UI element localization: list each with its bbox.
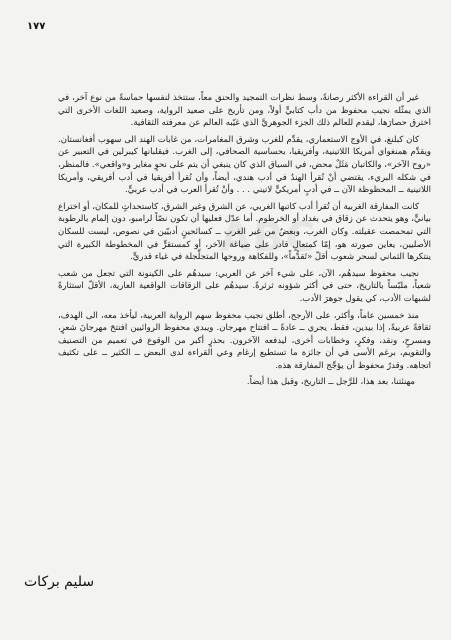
paragraph-4: نجيب محفوظ سيدهُم، الآن، على شيء آخر عن العربي: سيدهُم على الكينونة التي تجعل من شعب شعباً، ملبّساً بالتاريخ، حتى في أكثر شؤونه ثرثرةً. سيدهُم على الزقاقات الواقعية العارية، الأقلّ استثارةً لشبهات الأدب، كي يقول جوهرَ الأدب. <box>58 268 431 304</box>
watermark: ABC <box>220 215 317 261</box>
paragraph-5: منذ خمسين عاماً، وأكثر، على الأرجح، أطلق نجيب محفوظ سهم الرواية العربية، ليأخذ معه، الى الهدف، ثقافةً عربيةً، إذا بيدين، فقط، يجري ــ عادةً ــ افتتاح مهرجان. ويبدي محفوظ الروائيين افتتحَ مهرجانَ شعرٍ، ومسرحٍ، ونقد، وفكرٍ، وخطابات أخرى، ليدفعه الآخرون. بحذرٍ أكبر من الوقوع في تعميم من التصنيف والتقويم، برغم الأسى في أن جائزة ما تستطيع إرغام وعي القراءة لدى البعض ــ الكثير ــ على تكثيف اتجاهه. وقدرٌ محفوظ أن يؤجِّج المفارقة هذه. <box>58 310 431 371</box>
page-number: ١٧٧ <box>27 21 46 32</box>
paragraph-1: غير أن القراءة الأكثر رصانةً، وسط نظرات التمجيد والحنق معاً، ستتخذ لنفسها حماسةً من نوع آخر، في الذي يمثّله نجيب محفوظ من دأب كتابيٍّ أولاً، ومن تأريخ على صعيد الرواية، وصعيد اللغات الأخرى التي اخترق حصارَها، ليقدم للعالم ذلك الجزء الجوهريَّ الذي غيّبه العالم عن معرفته الثقافية. <box>58 93 431 129</box>
author-signature: سليم بركات <box>24 574 95 590</box>
paragraph-6: مهنئتنا، بعد هذا، للرَّجل ــ التاريخ، وقبل هذا أيضاً. <box>246 377 415 388</box>
paragraph-3: كانت المفارقة الغربية أن تُقرأ أدب كاتبها الغربي، عن الشرق وغير الشرق، كاستحداثٍ للمكان، أو اختراع بيانيٍّ، وهو يتحدث عن زقاق في بغداد أو الخرطوم. أما عدّل فعليها أن تكون نصّاً لرامبو، دون إلمام بالرطوبة التي تمحمصت عقيلته. وكان الغرب، وبعضٌ من غير الغرب ــ كسائحينٍ أدبيّين في نصوص، ليست للسكان الأصليين، يعاين صورته هو، إمّا كمتعالٍ قادر على صياغة الآخر، أو كمستقرٍّ في المخطوطة الكبيرة التي ينتكرها الثماني لسحر شعوب أقلّ «تَقدُّماً»، وللفكاهة وروحها المتجلِّجلة في غياء قدريٍّ. <box>58 201 431 263</box>
paragraph-2: كان كبلنغ، في الأوج الاستعماري، يقدِّم للغرب وشرق المغامرات، من غابات الهند الى سهوب أفغانستان. ويقدِّم همنغواي أمريكا اللاتينية، وأفريقيا، بحساسية الصحافي، إلى الغرب. فيقلبانها كيبرلين في التعبير عن «روح الآخر»، والكاتبان مَثَلٌ محض، في السياق الذي كان ينبغي أن يتم على نحوٍ مغاير و«واقعي». فالمنظر، في شكله البريء، يقتضي أنْ تُقرأ الهندُ في أدب هندي، أيضاً، وأن تُقرأ أفريقيا في أدب أفريقي، وأمريكا اللاتينية ــ المحظوظة الآن ــ في أدبٍ أمريكيٍّ لاتيني . . . وأنْ تُقرأ العرب في أدب عربيٍّ. <box>58 134 431 196</box>
article-body <box>58 92 431 393</box>
